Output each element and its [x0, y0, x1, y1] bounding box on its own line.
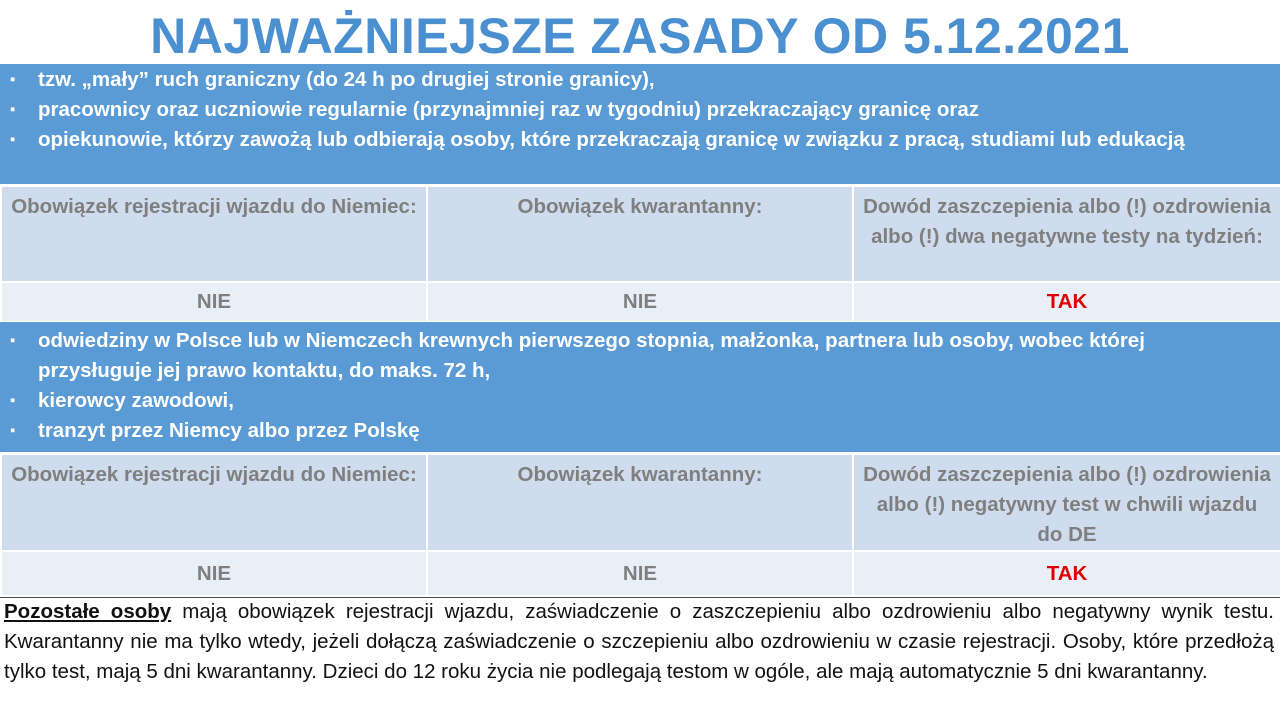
value-registration: NIE [1, 282, 427, 322]
header-quarantine: Obowiązek kwarantanny: [427, 454, 853, 551]
value-proof: TAK [853, 551, 1280, 596]
square-bullet-icon: ▪ [10, 422, 16, 439]
list-item: ▪ kierowcy zawodowi, [0, 386, 1280, 416]
footer-note [4, 597, 1274, 687]
table-header-row [1, 186, 1280, 282]
square-bullet-icon: ▪ [10, 131, 16, 148]
footer-text: mają obowiązek rejestracji wjazdu, zaświadczenie o zaszczepieniu albo ozdrowieniu albo negatywny wynik testu. Kwarantanny nie ma tylko wtedy, jeżeli dołączą zaświadczenie o szczepieniu albo ozdrowieniu w czasie rejestracji. Osoby, które przedłożą tylko test, mają 5 dni kwarantanny. Dzieci do 12 roku życia nie podlegają testom w ogóle, ale mają automatycznie 5 dni kwarantanny. [4, 600, 1274, 683]
list-item: ▪ pracownicy oraz uczniowie regularnie (przynajmniej raz w tygodniu) przekraczający granicę oraz [0, 95, 1280, 125]
value-quarantine: NIE [427, 551, 853, 596]
section1-criteria-band [0, 64, 1280, 184]
table-row [1, 282, 1280, 322]
square-bullet-icon: ▪ [10, 332, 16, 349]
section2-rules-table [0, 453, 1280, 597]
page-title: NAJWAŻNIEJSZE ZASADY OD 5.12.2021 [150, 8, 1130, 64]
footer-lead: Pozostałe osoby [4, 600, 172, 623]
header-registration: Obowiązek rejestracji wjazdu do Niemiec: [1, 186, 427, 282]
value-registration: NIE [1, 551, 427, 596]
table-header-row [1, 454, 1280, 551]
section1-bullet-list [0, 65, 1280, 155]
header-quarantine: Obowiązek kwarantanny: [427, 186, 853, 282]
list-item: ▪ odwiedziny w Polsce lub w Niemczech krewnych pierwszego stopnia, małżonka, partnera lub osoby, wobec której przysługuje jej prawo kontaktu, do maks. 72 h, [0, 326, 1280, 386]
square-bullet-icon: ▪ [10, 392, 16, 409]
square-bullet-icon: ▪ [10, 101, 16, 118]
value-proof: TAK [853, 282, 1280, 322]
square-bullet-icon: ▪ [10, 71, 16, 88]
list-item: ▪ tranzyt przez Niemcy albo przez Polskę [0, 416, 1280, 446]
value-quarantine: NIE [427, 282, 853, 322]
section2-bullet-list [0, 326, 1280, 446]
section1-rules-table [0, 185, 1280, 323]
header-proof: Dowód zaszczepienia albo (!) ozdrowienia albo (!) dwa negatywne testy na tydzień: [853, 186, 1280, 282]
header-proof: Dowód zaszczepienia albo (!) ozdrowienia albo (!) negatywny test w chwili wjazdu do DE [853, 454, 1280, 551]
header-registration: Obowiązek rejestracji wjazdu do Niemiec: [1, 454, 427, 551]
list-item: ▪ opiekunowie, którzy zawożą lub odbierają osoby, które przekraczają granicę w związku z pracą, studiami lub edukacją [0, 125, 1280, 155]
list-item: ▪ tzw. „mały” ruch graniczny (do 24 h po drugiej stronie granicy), [0, 65, 1280, 95]
section2-criteria-band [0, 322, 1280, 452]
table-row [1, 551, 1280, 596]
